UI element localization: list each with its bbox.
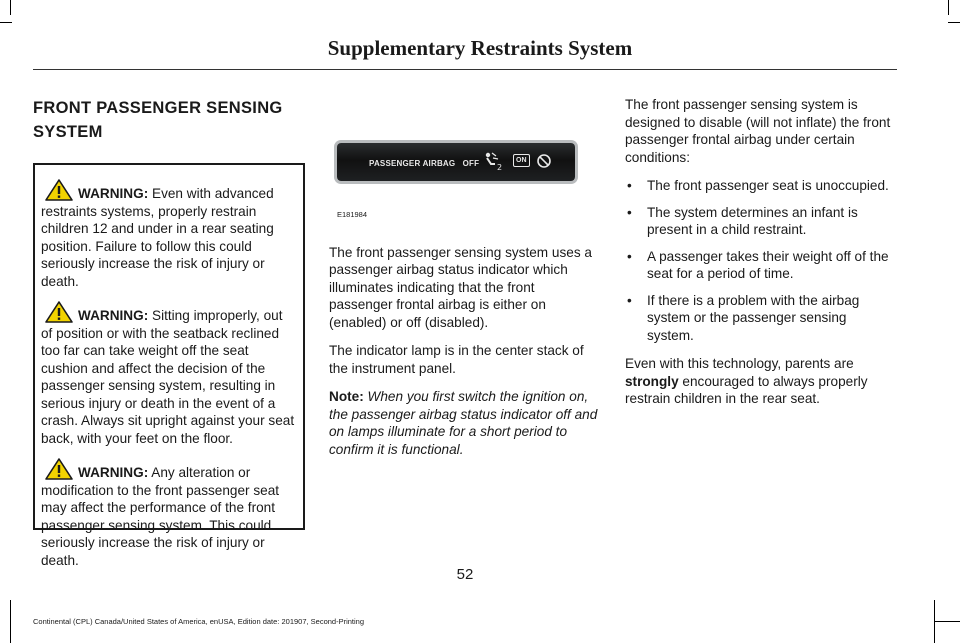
middle-column (329, 96, 601, 469)
warning-text: Even with advanced restraints systems, properly restrain children 12 and under in a rear seating position. Failure to follow this could seriously increase the risk of injury or death. (41, 186, 274, 289)
note-text: When you first switch the ignition on, the passenger airbag status indicator off and on lamps illuminate for a short period to confirm it is functional. (329, 389, 598, 457)
paragraph: The front passenger sensing system uses a passenger airbag status indicator which illuminates indicating that the front passenger frontal airbag is either on (enabled) or off (disabled). (329, 244, 592, 330)
note-label: Note: (329, 389, 364, 404)
list-item: • A passenger takes their weight off of the seat for a period of time. (625, 248, 897, 283)
closing-text: encouraged to always properly restrain children in the rear seat. (625, 373, 868, 406)
crop-mark (10, 600, 11, 643)
left-column (33, 96, 305, 568)
warning-item (41, 458, 297, 569)
warning-text: Sitting improperly, out of position or with the seatback reclined too far can take weight off the seat cushion and affect the decision of the passenger sensing system, resulting in serious injury or death in the event of a crash. Always sit upright against your seat back, with your feet on the floor. (41, 308, 295, 446)
figure-id: E181984 (337, 210, 368, 219)
airbag-indicator-figure (337, 143, 601, 224)
page-number: 52 (456, 566, 474, 583)
closing-paragraph (625, 355, 897, 408)
panel-off-text: OFF (462, 159, 480, 168)
warning-label: WARNING: (78, 308, 149, 323)
page-header-title: Supplementary Restraints System (327, 36, 633, 60)
warning-item (41, 301, 297, 447)
svg-text:2: 2 (497, 163, 503, 172)
crop-mark (10, 0, 11, 15)
warning-text: Any alteration or modification to the front passenger seat may affect the performance of the front passenger sensing system. This could seriously increase the risk of injury or death. (41, 465, 280, 568)
paragraph: The front passenger sensing system is designed to disable (will not inflate) the front passenger frontal airbag under certain conditions: (625, 97, 891, 165)
warning-triangle-icon (45, 458, 73, 480)
panel-label (369, 155, 479, 173)
closing-strong: strongly (625, 373, 679, 389)
warning-triangle-icon (45, 301, 73, 323)
list-item: • The front passenger seat is unoccupied. (625, 177, 897, 195)
on-badge: ON (513, 154, 530, 167)
section-title-line1: FRONT PASSENGER SENSING (33, 99, 283, 117)
section-title-line2: SYSTEM (33, 123, 103, 141)
warning-item (41, 179, 297, 290)
list-item: • The system determines an infant is present in a child restraint. (625, 204, 897, 239)
crop-mark (0, 22, 12, 23)
warning-label: WARNING: (78, 465, 149, 480)
crop-mark (948, 0, 949, 15)
right-column (625, 96, 897, 419)
list-item: • If there is a problem with the airbag system or the passenger sensing system. (625, 292, 897, 345)
airbag-status-panel (337, 143, 575, 181)
crop-mark (934, 621, 960, 622)
airbag-person-icon (483, 150, 505, 172)
footer-text: Continental (CPL) Canada/United States of America, enUSA, Edition date: 201907, Second-Printing (33, 617, 365, 626)
panel-label-text: PASSENGER AIRBAG (369, 159, 456, 168)
header-rule (33, 69, 897, 70)
warning-triangle-icon (45, 179, 73, 201)
conditions-list (625, 177, 897, 344)
paragraph: The indicator lamp is in the center stack of the instrument panel. (329, 343, 584, 376)
closing-text: Even with this technology, parents are (625, 356, 854, 371)
note (329, 388, 601, 458)
prohibited-icon (536, 153, 552, 169)
crop-mark (948, 22, 960, 23)
warning-label: WARNING: (78, 186, 149, 201)
section-title (33, 96, 305, 144)
warning-box (33, 163, 305, 568)
